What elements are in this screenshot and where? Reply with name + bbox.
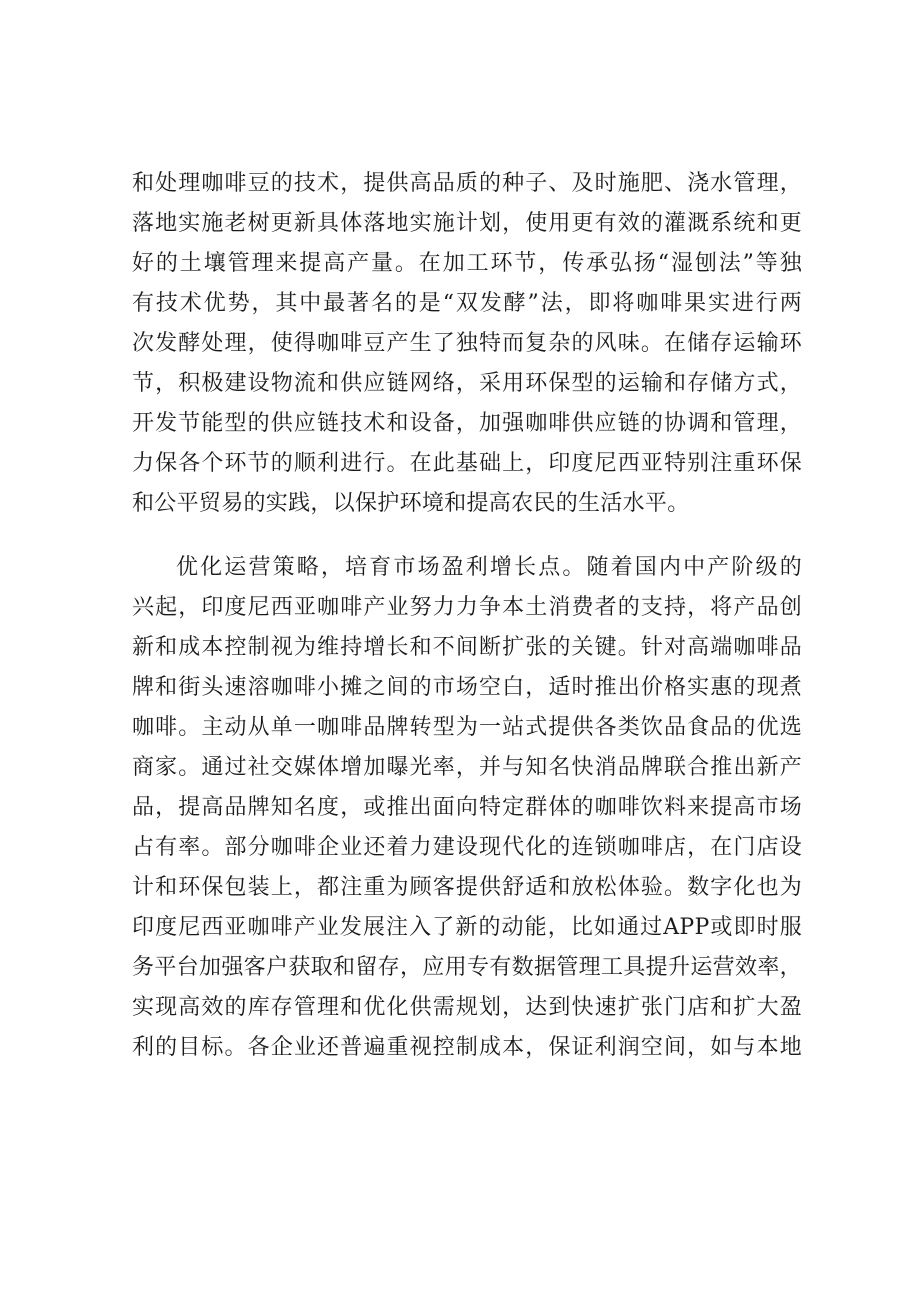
paragraph-operations-strategy [132,548,802,1068]
paragraph-line: 落地实施老树更新具体落地实施计划，使用更有效的灌溉系统和更 [132,211,802,236]
paragraph-line: 兴起，印度尼西亚咖啡产业努力力争本土消费者的支持，将产品创 [132,595,802,620]
paragraph-line: 商家。通过社交媒体增加曝光率，并与知名快消品牌联合推出新产 [132,755,802,780]
paragraph-line: 品，提高品牌知名度，或推出面向特定群体的咖啡饮料来提高市场 [132,795,802,820]
paragraph-line: 牌和街头速溶咖啡小摊之间的市场空白，适时推出价格实惠的现煮 [132,675,802,700]
paragraph-line: 力保各个环节的顺利进行。在此基础上，印度尼西亚特别注重环保 [132,451,802,476]
paragraph-line: 印度尼西亚咖啡产业发展注入了新的动能，比如通过APP或即时服 [132,915,802,940]
paragraph-line: 次发酵处理，使得咖啡豆产生了独特而复杂的风味。在储存运输环 [132,331,802,356]
paragraph-line: 新和成本控制视为维持增长和不间断扩张的关键。针对高端咖啡品 [132,635,802,660]
paragraph-line: 计和环保包装上，都注重为顾客提供舒适和放松体验。数字化也为 [132,875,802,900]
paragraph-line: 和处理咖啡豆的技术，提供高品质的种子、及时施肥、浇水管理， [132,171,802,196]
paragraph-line: 务平台加强客户获取和留存，应用专有数据管理工具提升运营效率， [132,955,802,980]
paragraph-line: 咖啡。主动从单一咖啡品牌转型为一站式提供各类饮品食品的优选 [132,715,802,740]
paragraph-supply-chain [132,164,802,524]
paragraph-line: 有技术优势，其中最著名的是“双发酵”法，即将咖啡果实进行两 [132,291,802,316]
paragraph-line: 占有率。部分咖啡企业还着力建设现代化的连锁咖啡店，在门店设 [132,835,802,860]
paragraph-line: 实现高效的库存管理和优化供需规划，达到快速扩张门店和扩大盈 [132,995,802,1020]
paragraph-line: 开发节能型的供应链技术和设备，加强咖啡供应链的协调和管理， [132,411,802,436]
paragraph-line: 好的土壤管理来提高产量。在加工环节，传承弘扬“湿刨法”等独 [132,251,802,276]
paragraph-line: 和公平贸易的实践，以保护环境和提高农民的生活水平。 [132,491,690,516]
paragraph-line: 节，积极建设物流和供应链网络，采用环保型的运输和存储方式， [132,371,802,396]
paragraph-line: 利的目标。各企业还普遍重视控制成本，保证利润空间，如与本地 [132,1035,802,1060]
paragraph-first-line: 优化运营策略，培育市场盈利增长点。随着国内中产阶级的 [176,555,802,580]
